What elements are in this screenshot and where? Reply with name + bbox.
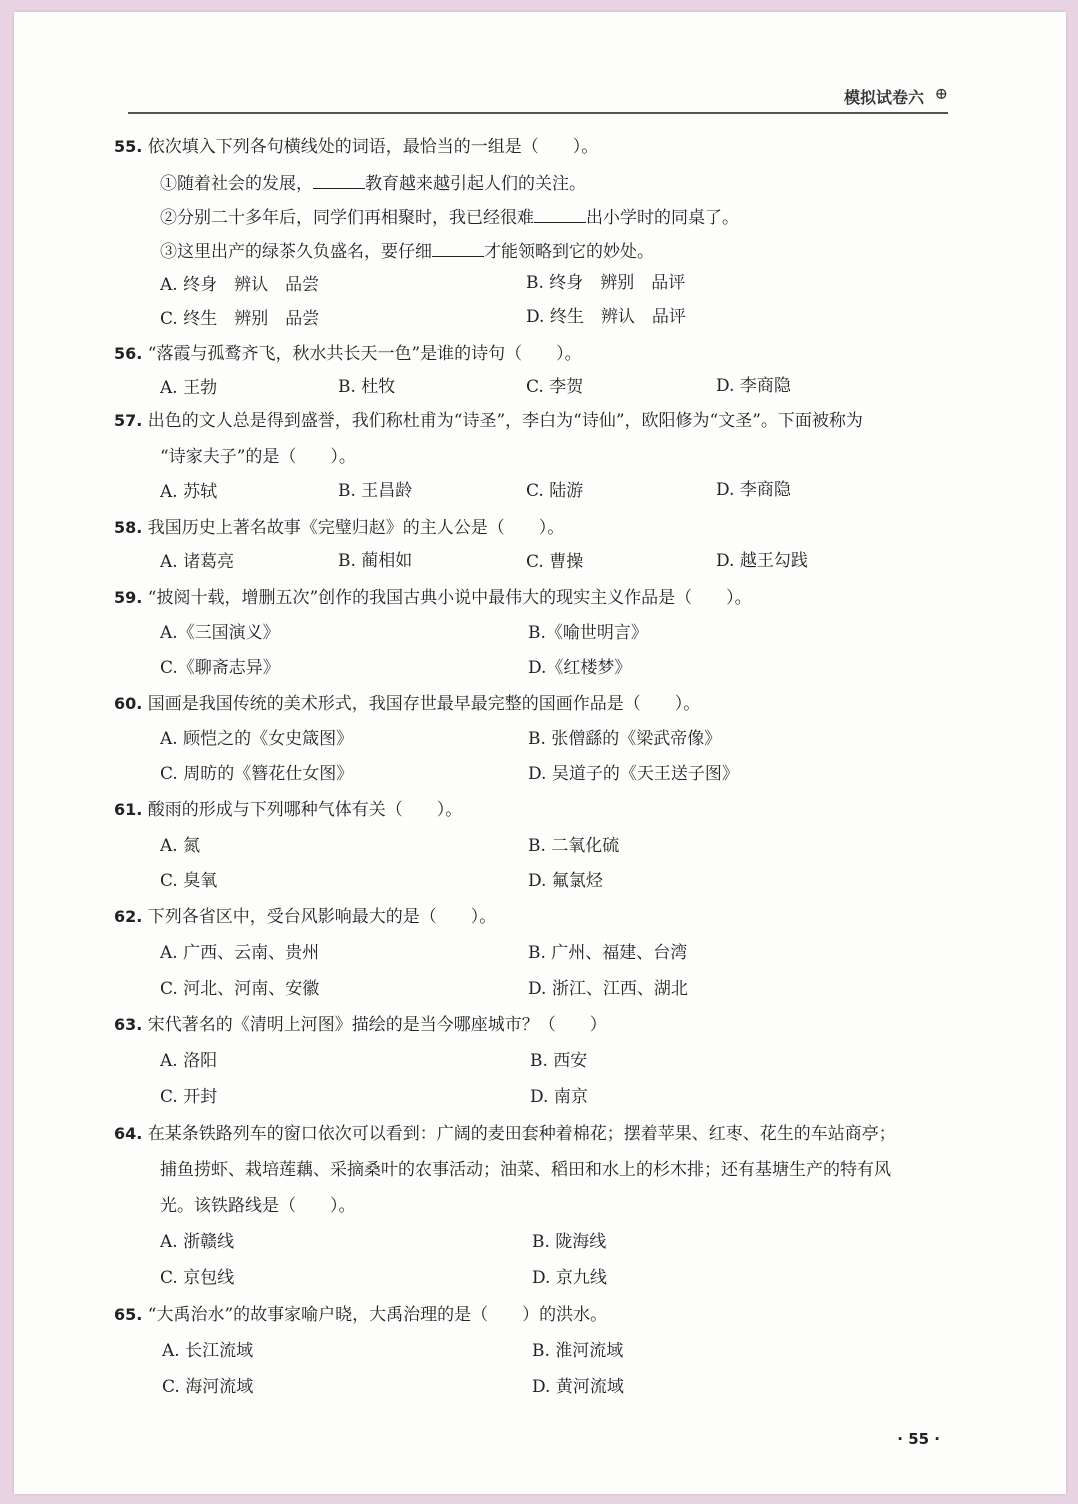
question-number: 58.: [114, 518, 143, 537]
fill-blank: [432, 240, 484, 257]
option-b: B. 西安: [530, 1051, 588, 1071]
question-stem: 宋代著名的《清明上河图》描绘的是当今哪座城市？（ ）: [147, 1015, 607, 1035]
question-stem: 依次填入下列各句横线处的词语，最恰当的一组是（ ）。: [147, 137, 599, 157]
question-number: 56.: [114, 344, 143, 363]
option-a: A. 诸葛亮: [160, 552, 235, 572]
option-d: D. 南京: [530, 1087, 588, 1107]
sentence-1: ①随着社会的发展， 教育越来越引起人们的关注。: [160, 174, 586, 194]
option-c: C. 海河流域: [162, 1377, 254, 1397]
sentence-3: ③这里出产的绿茶久负盛名，要仔细 才能领略到它的妙处。: [160, 242, 654, 262]
option-d: D. 终生 辨认 品评: [526, 307, 686, 327]
fill-blank: [313, 172, 365, 189]
option-d: D. 吴道子的《天王送子图》: [528, 764, 739, 784]
question-58: [114, 518, 564, 538]
option-b: B. 蔺相如: [338, 551, 413, 571]
question-stem-cont: 光。该铁路线是（ ）。: [160, 1196, 356, 1216]
question-stem: 下列各省区中，受台风影响最大的是（ ）。: [147, 907, 497, 927]
option-a: A. 王勃: [160, 378, 218, 398]
option-a: A. 浙赣线: [160, 1232, 235, 1252]
question-62: [114, 907, 496, 927]
option-b: B.《喻世明言》: [528, 623, 648, 643]
option-c: C.《聊斋志异》: [160, 658, 280, 678]
question-stem: 出色的文人总是得到盛誉，我们称杜甫为“诗圣”，李白为“诗仙”，欧阳修为“文圣”。下面被称为: [147, 411, 863, 431]
option-c: C. 周昉的《簪花仕女图》: [160, 764, 354, 784]
question-stem: 我国历史上著名故事《完璧归赵》的主人公是（ ）。: [147, 518, 565, 538]
option-d: D. 越王勾践: [716, 551, 808, 571]
option-b: B. 杜牧: [338, 377, 396, 397]
option-d: D.《红楼梦》: [528, 658, 632, 678]
question-stem: “大禹治水”的故事家喻户晓，大禹治理的是（ ）的洪水。: [147, 1305, 608, 1325]
header-mark-icon: ⊕: [934, 84, 948, 103]
question-56: [114, 344, 582, 364]
question-number: 60.: [114, 694, 143, 713]
option-a: A. 长江流域: [162, 1341, 254, 1361]
question-number: 63.: [114, 1015, 143, 1034]
option-c: C. 京包线: [160, 1268, 235, 1288]
question-65: [114, 1305, 607, 1325]
option-c: C. 李贺: [526, 377, 584, 397]
option-b: B. 陇海线: [532, 1232, 607, 1252]
question-63: [114, 1015, 607, 1035]
option-d: D. 李商隐: [716, 480, 791, 500]
header-rule: [128, 112, 948, 114]
option-b: B. 王昌龄: [338, 481, 413, 501]
question-number: 61.: [114, 800, 143, 819]
question-57: [114, 411, 863, 431]
question-stem-cont: 捕鱼捞虾、栽培莲藕、采摘桑叶的农事活动；油菜、稻田和水上的杉木排；还有基塘生产的特有风: [160, 1160, 891, 1180]
option-c: C. 臭氧: [160, 871, 218, 891]
option-b: B. 终身 辨别 品评: [526, 273, 686, 293]
option-d: D. 黄河流域: [532, 1377, 624, 1397]
question-stem: 国画是我国传统的美术形式，我国存世最早最完整的国画作品是（ ）。: [147, 694, 701, 714]
option-c: C. 陆游: [526, 481, 584, 501]
option-a: A. 苏轼: [160, 482, 218, 502]
option-a: A. 洛阳: [160, 1051, 218, 1071]
question-number: 57.: [114, 411, 143, 430]
option-a: A. 顾恺之的《女史箴图》: [160, 729, 354, 749]
question-number: 55.: [114, 137, 143, 156]
option-c: C. 曹操: [526, 552, 584, 572]
option-a: A.《三国演义》: [160, 623, 280, 643]
question-60: [114, 694, 700, 714]
option-b: B. 淮河流域: [532, 1341, 624, 1361]
option-a: A. 终身 辨认 品尝: [160, 275, 320, 295]
sentence-2: ②分别二十多年后，同学们再相聚时，我已经很难 出小学时的同桌了。: [160, 208, 739, 228]
question-stem: 在某条铁路列车的窗口依次可以看到：广阔的麦田套种着棉花；摆着苹果、红枣、花生的车站商亭；: [147, 1124, 896, 1144]
page-number: · 55 ·: [897, 1430, 940, 1448]
option-b: B. 二氧化硫: [528, 836, 620, 856]
question-number: 64.: [114, 1124, 143, 1143]
option-c: C. 开封: [160, 1087, 218, 1107]
option-c: C. 河北、河南、安徽: [160, 979, 320, 999]
question-55: [114, 137, 598, 157]
question-stem: “披阅十载，增删五次”创作的我国古典小说中最伟大的现实主义作品是（ ）。: [147, 588, 752, 608]
option-d: D. 浙江、江西、湖北: [528, 979, 688, 999]
header-title: 模拟试卷六: [843, 88, 924, 107]
option-a: A. 广西、云南、贵州: [160, 943, 320, 963]
question-59: [114, 588, 752, 608]
question-number: 65.: [114, 1305, 143, 1324]
option-b: B. 张僧繇的《梁武帝像》: [528, 729, 722, 749]
option-d: D. 氟氯烃: [528, 871, 603, 891]
question-61: [114, 800, 462, 820]
question-stem-cont: “诗家夫子”的是（ ）。: [160, 447, 356, 467]
question-stem: 酸雨的形成与下列哪种气体有关（ ）。: [147, 800, 463, 820]
question-64: [114, 1124, 896, 1144]
question-stem: “落霞与孤鹜齐飞，秋水共长天一色”是谁的诗句（ ）。: [147, 344, 582, 364]
option-b: B. 广州、福建、台湾: [528, 943, 688, 963]
question-number: 62.: [114, 907, 143, 926]
option-d: D. 京九线: [532, 1268, 607, 1288]
fill-blank: [534, 206, 586, 223]
question-number: 59.: [114, 588, 143, 607]
option-c: C. 终生 辨别 品尝: [160, 309, 320, 329]
option-a: A. 氮: [160, 836, 201, 856]
option-d: D. 李商隐: [716, 376, 791, 396]
